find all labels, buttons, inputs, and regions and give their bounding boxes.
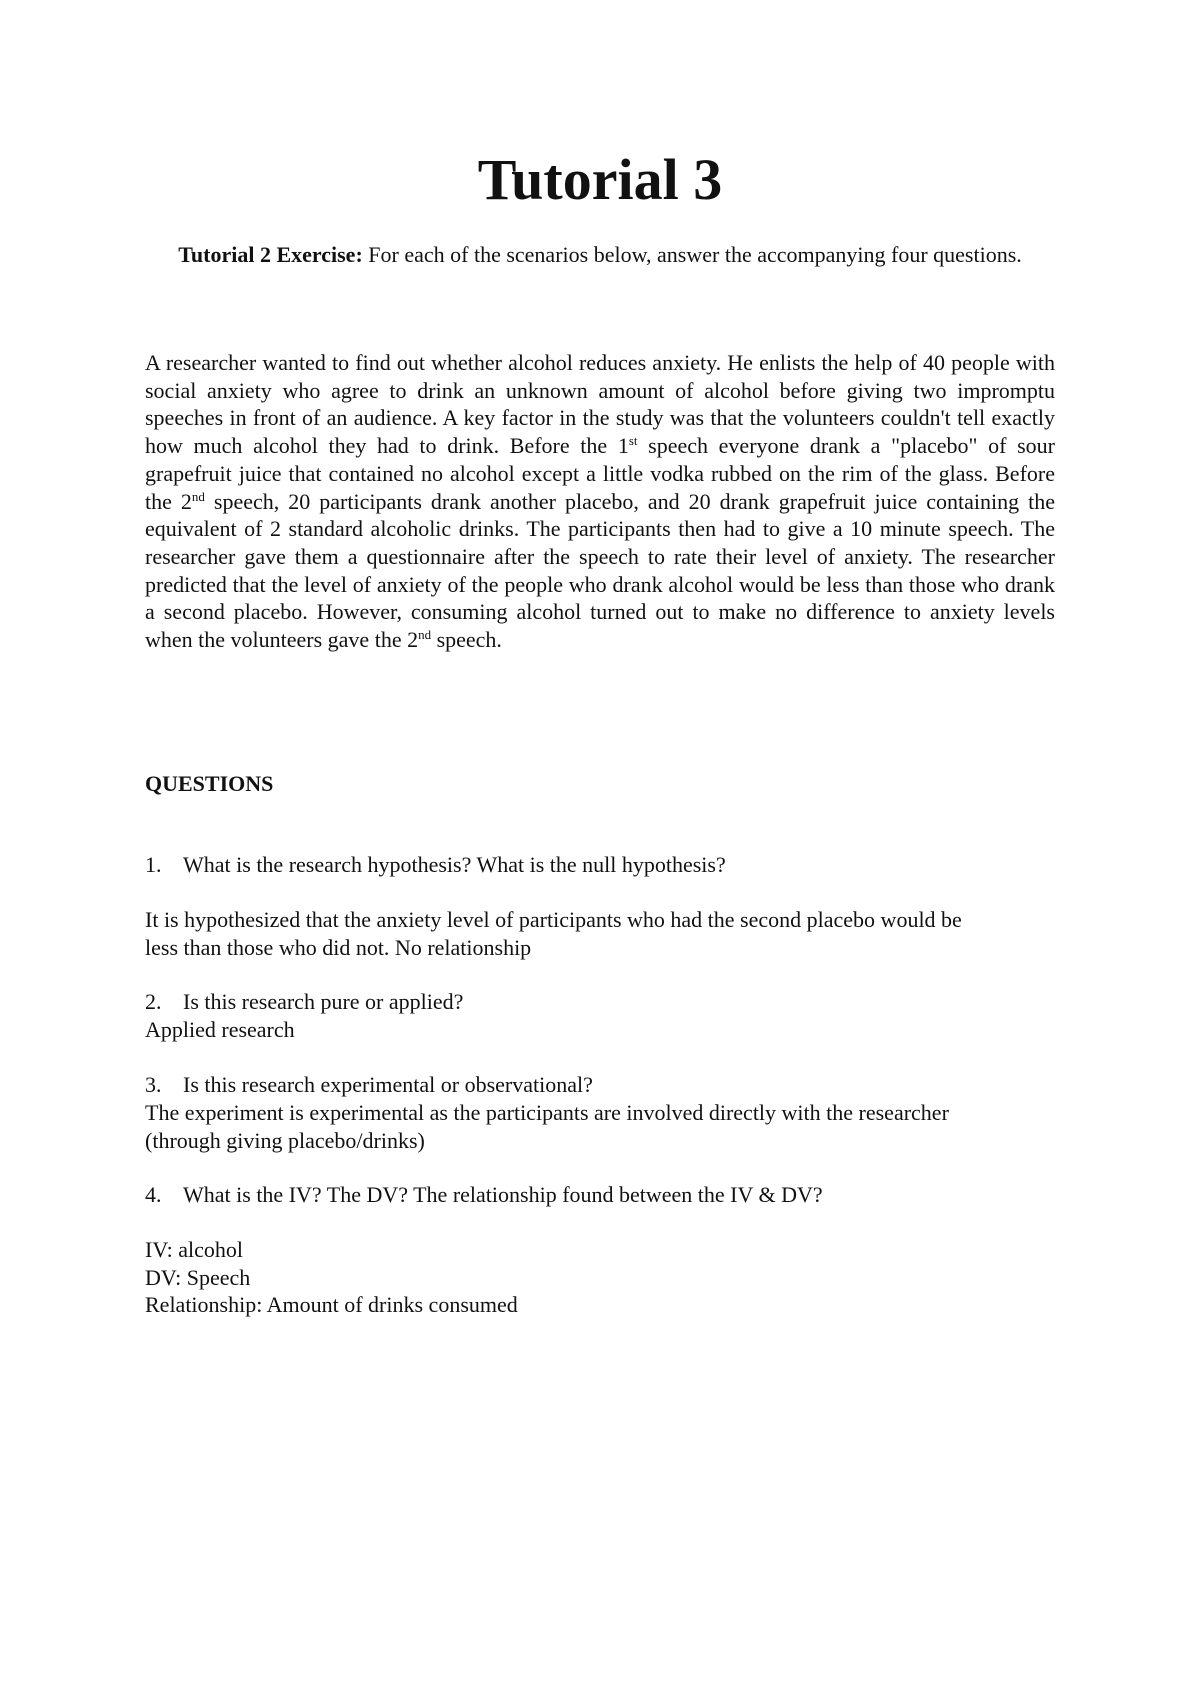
answer-2	[145, 1016, 1065, 1044]
question-text: Is this research pure or applied?	[183, 989, 464, 1014]
scenario-text-part-1: A researcher wanted to find out whether alcohol reduces anxiety. He enlists the help of 40 people with social anxiety who agree to drink an unknown amount of alcohol before giving two impromptu speeches in front of an audience. A key factor in the study was that the volunteers couldn't tell exactly how much alcohol they had to drink. Before the 1	[145, 350, 1055, 459]
answer-line: less than those who did not. No relationship	[145, 934, 532, 960]
answer-4	[145, 1236, 1065, 1319]
question-number: 2.	[145, 989, 162, 1014]
scenario-text-part-2: speech everyone drank a "placebo" of sour grapefruit juice that contained no alcohol except a little vodka rubbed on the rim of the glass. Before the 2	[145, 433, 1055, 514]
question-2	[145, 988, 1065, 1016]
ordinal-superscript: nd	[418, 627, 432, 643]
questions-heading: QUESTIONS	[145, 771, 274, 796]
scenario-text-part-4: speech.	[431, 627, 502, 653]
scenario-text-part-3: speech, 20 participants drank another placebo, and 20 drank grapefruit juice containing the equivalent of 2 standard alcoholic drinks. The participants then had to give a 10 minute speech. The researcher gave them a questionnaire after the speech to rate their level of anxiety. The researcher predicted that the level of anxiety of the people who drank alcohol would be less than those who drank a second placebo. However, consuming alcohol turned out to make no difference to anxiety levels when the volunteers gave the 2	[145, 488, 1055, 653]
question-1	[145, 851, 1065, 879]
ordinal-superscript: nd	[191, 488, 205, 504]
question-text: Is this research experimental or observational?	[183, 1072, 593, 1097]
ordinal-superscript: st	[628, 433, 638, 449]
answer-line: Relationship: Amount of drinks consumed	[145, 1292, 518, 1317]
answer-line: It is hypothesized that the anxiety level of participants who had the second placebo would be	[145, 907, 962, 932]
answer-line: The experiment is experimental as the participants are involved directly with the researcher	[145, 1100, 949, 1125]
answer-line: IV: alcohol	[145, 1237, 243, 1262]
answer-1	[145, 906, 1065, 961]
answer-3	[145, 1099, 1065, 1154]
exercise-instructions: For each of the scenarios below, answer the accompanying four questions.	[362, 242, 1022, 267]
exercise-label: Tutorial 2 Exercise:	[178, 242, 363, 267]
question-4	[145, 1181, 1065, 1209]
question-number: 3.	[145, 1072, 162, 1097]
question-3	[145, 1071, 1065, 1099]
question-text: What is the research hypothesis? What is the null hypothesis?	[183, 852, 726, 877]
answer-line: DV: Speech	[145, 1264, 251, 1290]
scenario-paragraph	[145, 349, 1055, 654]
exercise-intro	[170, 241, 1030, 269]
question-number: 4.	[145, 1182, 162, 1207]
answer-line: Applied research	[145, 1017, 295, 1042]
answer-line: (through giving placebo/drinks)	[145, 1127, 425, 1153]
page-title: Tutorial 3	[477, 147, 723, 212]
question-text: What is the IV? The DV? The relationship found between the IV & DV?	[183, 1182, 823, 1207]
question-number: 1.	[145, 852, 162, 877]
